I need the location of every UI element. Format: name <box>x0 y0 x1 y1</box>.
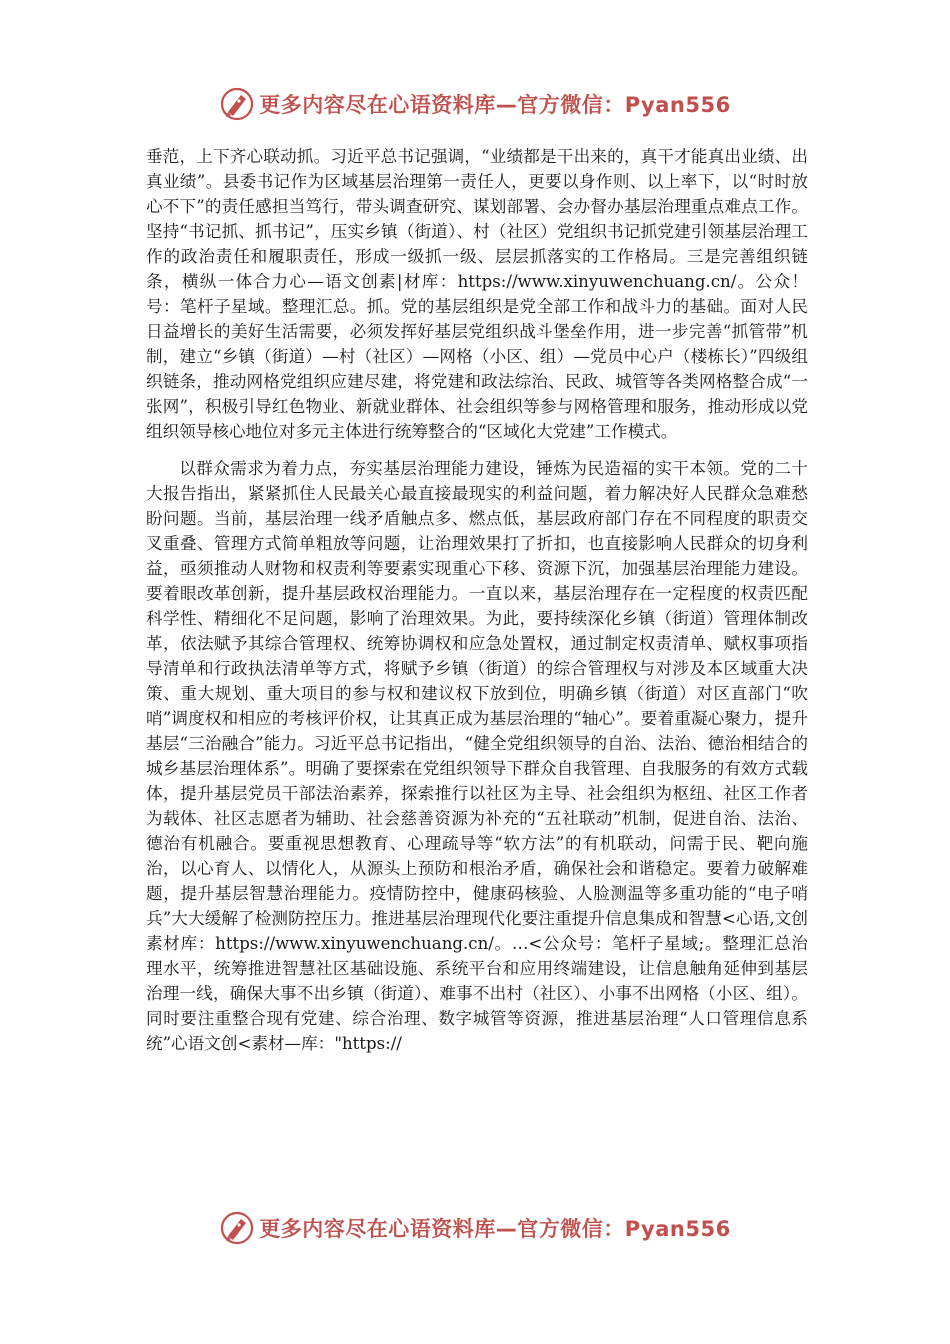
document-body <box>146 144 808 1056</box>
header-banner <box>0 84 950 124</box>
footer-banner-text: 更多内容尽在心语资料库—官方微信：Pyan556 <box>259 1217 731 1241</box>
pen-nib-logo-icon <box>219 86 255 122</box>
pen-nib-logo-icon <box>219 1210 255 1246</box>
header-banner-text: 更多内容尽在心语资料库—官方微信：Pyan556 <box>259 93 731 117</box>
footer-banner <box>0 1208 950 1248</box>
paragraph-1: 垂范，上下齐心联动抓。习近平总书记强调，“业绩都是干出来的，真干才能真出业绩、出真业绩”。县委书记作为区域基层治理第一责任人，更要以身作则、以上率下，以“时时放心不下”的责任感担当笃行，带头调查研究、谋划部署、会办督办基层治理重点难点工作。坚持“书记抓、抓书记”，压实乡镇（街道）、村（社区）党组织书记抓党建引领基层治理工作的政治责任和履职责任，形成一级抓一级、层层抓落实的工作格局。三是完善组织链条，横纵一体合力心—语文创素|材库：https://www.xinyuwenchuang.cn/。公众！号：笔杆子星域。整理汇总。抓。党的基层组织是党全部工作和战斗力的基础。面对人民日益增长的美好生活需要，必须发挥好基层党组织战斗堡垒作用，进一步完善“抓管带”机制，建立“乡镇（街道）—村（社区）—网格（小区、组）—党员中心户（楼栋长）”四级组织链条，推动网格党组织应建尽建，将党建和政法综治、民政、城管等各类网格整合成“一张网”，积极引导红色物业、新就业群体、社会组织等参与网格管理和服务，推动形成以党组织领导核心地位对多元主体进行统筹整合的“区域化大党建”工作模式。 <box>146 147 808 441</box>
paragraph-2: 以群众需求为着力点，夯实基层治理能力建设，锤炼为民造福的实干本领。党的二十大报告指出，紧紧抓住人民最关心最直接最现实的利益问题，着力解决好人民群众急难愁盼问题。当前，基层治理一线矛盾触点多、燃点低，基层政府部门存在不同程度的职责交叉重叠、管理方式简单粗放等问题，让治理效果打了折扣，也直接影响人民群众的切身利益，亟须推动人财物和权责利等要素实现重心下移、资源下沉，加强基层治理能力建设。要着眼改革创新，提升基层政权治理能力。一直以来，基层治理存在一定程度的权责匹配科学性、精细化不足问题，影响了治理效果。为此，要持续深化乡镇（街道）管理体制改革，依法赋予其综合管理权、统筹协调权和应急处置权，通过制定权责清单、赋权事项指导清单和行政执法清单等方式，将赋予乡镇（街道）的综合管理权与对涉及本区域重大决策、重大规划、重大项目的参与权和建议权下放到位，明确乡镇（街道）对区直部门“吹哨”调度权和相应的考核评价权，让其真正成为基层治理的“轴心”。要着重凝心聚力，提升基层“三治融合”能力。习近平总书记指出，“健全党组织领导的自治、法治、德治相结合的城乡基层治理体系”。明确了要探索在党组织领导下群众自我管理、自我服务的有效方式载体，提升基层党员干部法治素养，探索推行以社区为主导、社会组织为枢纽、社区工作者为载体、社区志愿者为辅助、社会慈善资源为补充的“五社联动”机制，促进自治、法治、德治有机融合。要重视思想教育、心理疏导等“软方法”的有机联动，问需于民、靶向施治，以心育人、以情化人，从源头上预防和根治矛盾，确保社会和谐稳定。要着力破解难题，提升基层智慧治理能力。疫情防控中，健康码核验、人脸测温等多重功能的“电子哨兵”大大缓解了检测防控压力。推进基层治理现代化要注重提升信息集成和智慧<心语,文创素材库：https://www.xinyuwenchuang.cn/。…<公众号：笔杆子星域;。整理汇总治理水平，统筹推进智慧社区基础设施、系统平台和应用终端建设，让信息触角延伸到基层治理一线，确保大事不出乡镇（街道）、难事不出村（社区）、小事不出网格（小区、组）。同时要注重整合现有党建、综合治理、数字城管等资源，推进基层治理“人口管理信息系统”心语文创<素材—库："https:// <box>146 459 808 1053</box>
